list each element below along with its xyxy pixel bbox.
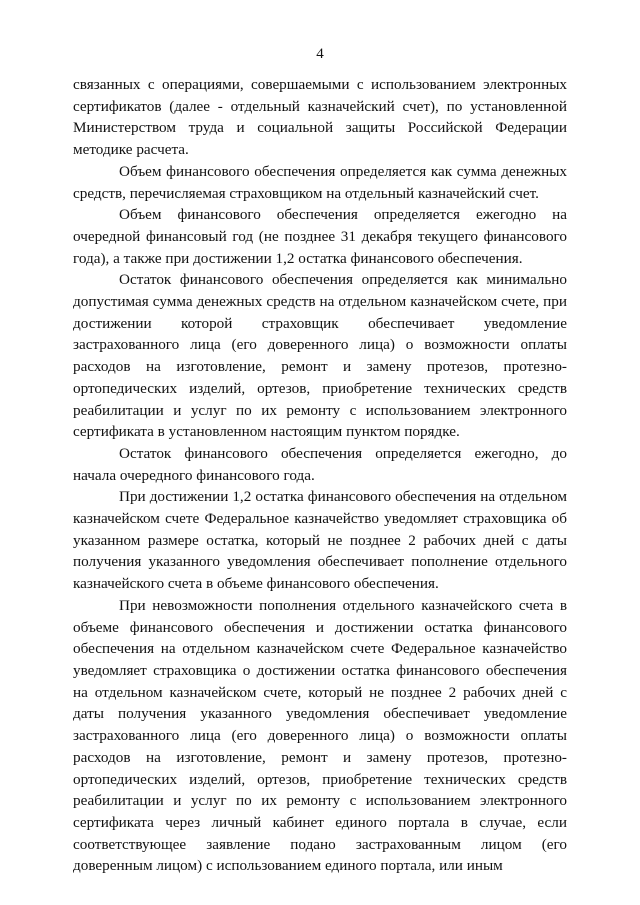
paragraph-2: Объем финансового обеспечения определяется как сумма денежных средств, перечисляемая страховщиком на отдельный казначейский счет. (73, 162, 567, 202)
paragraph-7: При невозможности пополнения отдельного казначейского счета в объеме финансового обеспечения и достижении остатка финансового обеспечения на отдельном казначейском счете Федеральное казначейство уведомляет страховщика о достижении остатка финансового обеспечения на отдельном казначейском счете, который не позднее 2 рабочих дней с даты получения указанного уведомления обеспечивает уведомление застрахованного лица (его доверенного лица) о возможности оплаты расходов на изготовление, ремонт и замену протезов, протезно-ортопедических изделий, ортезов, приобретение технических средств реабилитации и услуг по их ремонту с использованием электронного сертификата через личный кабинет единого портала в случае, если соответствующее заявление подано застрахованным лицом (его доверенным лицом) с использованием единого портала, или иным (73, 596, 567, 875)
document-body (73, 74, 567, 877)
paragraph-3: Объем финансового обеспечения определяется ежегодно на очередной финансовый год (не позднее 31 декабря текущего финансового года), а также при достижении 1,2 остатка финансового обеспечения. (73, 206, 567, 267)
paragraph-1: связанных с операциями, совершаемыми с использованием электронных сертификатов (далее - отдельный казначейский счет), по установленной Министерством труда и социальной защиты Российской Федерации методике расчета. (73, 76, 567, 159)
paragraph-5: Остаток финансового обеспечения определяется ежегодно, до начала очередного финансового года. (73, 444, 567, 484)
paragraph-6: При достижении 1,2 остатка финансового обеспечения на отдельном казначейском счете Федеральное казначейство уведомляет страховщика об указанном размере остатка, который не позднее 2 рабочих дней с даты получения указанного уведомления обеспечивает пополнение отдельного казначейского счета в объеме финансового обеспечения. (73, 488, 567, 593)
paragraph-4: Остаток финансового обеспечения определяется как минимально допустимая сумма денежных средств на отдельном казначейском счете, при достижении которой страховщик обеспечивает уведомление застрахованного лица (его доверенного лица) о возможности оплаты расходов на изготовление, ремонт и замену протезов, протезно-ортопедических изделий, ортезов, приобретение технических средств реабилитации и услуг по их ремонту с использованием электронного сертификата в установленном настоящим пунктом порядке. (73, 271, 567, 441)
page-number: 4 (316, 46, 324, 62)
